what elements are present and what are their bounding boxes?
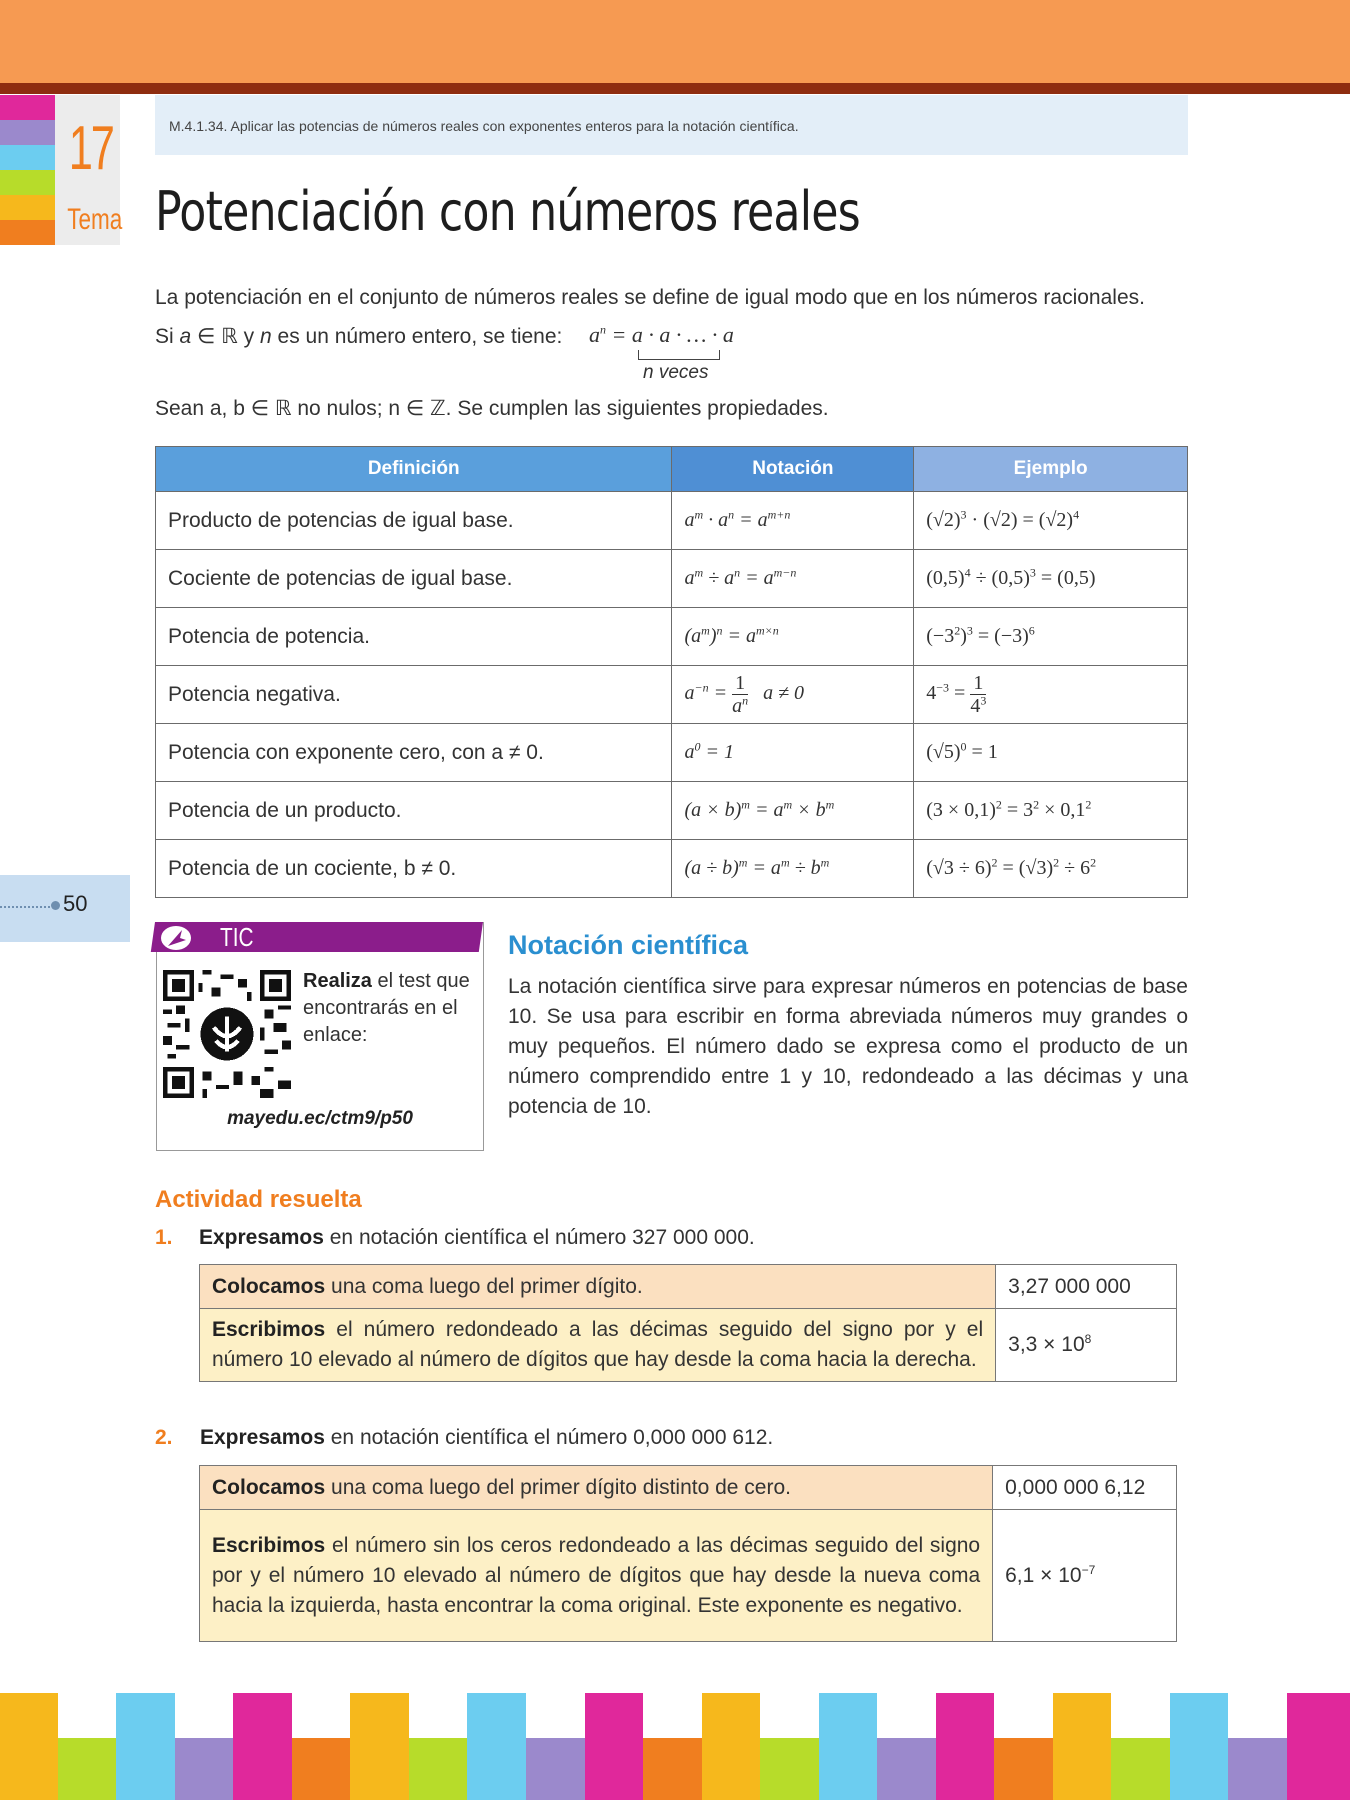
exercise-statement: Expresamos en notación científica el número 0,000 000 612. bbox=[200, 1426, 774, 1449]
page-dots bbox=[0, 906, 54, 908]
section-title-notacion: Notación científica bbox=[508, 930, 749, 960]
header-definicion: Definición bbox=[156, 447, 672, 492]
top-orange-banner bbox=[0, 0, 1350, 83]
row-example: $(√2)^3 \cdot (√2) = (√2)^4$ bbox=[914, 492, 1188, 550]
notacion-paragraph: La notación científica sirve para expresar números en potencias de base 10. Se usa para escribir en forma abreviada números muy grandes o muy pequeños. El número dado se expresa como el producto de un número comprendido entre 1 y 10, redondeado a las décimas y una potencia de 10. bbox=[508, 975, 1188, 1118]
exercise-2-steps bbox=[199, 1465, 1177, 1642]
tic-header bbox=[151, 922, 483, 952]
table-row bbox=[200, 1466, 1177, 1510]
step-result: $3,3 \times 10^8$ bbox=[996, 1309, 1177, 1382]
underbrace bbox=[638, 350, 720, 360]
row-example: $(0,5)^4 \div (0,5)^3 = (0,5)$ bbox=[914, 550, 1188, 608]
row-definition: Potencia de un producto. bbox=[156, 782, 672, 840]
row-notation: $a^{-n}$ = $\frac{1}{a^n}$ a ≠ 0 bbox=[672, 666, 914, 724]
step-text: Colocamos una coma luego del primer dígito distinto de cero. bbox=[200, 1466, 993, 1510]
exercise-number: 2. bbox=[155, 1426, 173, 1449]
exercise-number: 1. bbox=[155, 1226, 173, 1249]
row-definition: Potencia negativa. bbox=[156, 666, 672, 724]
step-text: Escribimos el número redondeado a las décimas seguido del signo por y el número 10 elevado al número de dígitos que hay desde la coma hacia la derecha. bbox=[200, 1309, 996, 1382]
step-result: 3,27 000 000 bbox=[996, 1265, 1177, 1309]
step-text: Escribimos el número sin los ceros redondeado a las décimas seguido del signo por y el número 10 elevado al número de dígitos que hay desde la nueva coma hacia la izquierda, hasta encontrar la coma original. Este exponente es negativo. bbox=[200, 1510, 993, 1642]
table-row bbox=[156, 724, 1188, 782]
tic-title: TIC bbox=[220, 922, 254, 952]
skill-banner: M.4.1.34. Aplicar las potencias de números reales con exponentes enteros para la notación científica. bbox=[155, 95, 1188, 155]
table-row bbox=[200, 1309, 1177, 1382]
row-example: $(-3^2)^3 = (-3)^6$ bbox=[914, 608, 1188, 666]
row-notation: $a^0 = 1$ bbox=[672, 724, 914, 782]
row-example: $(√5)^0 = 1$ bbox=[914, 724, 1188, 782]
actividad-title: Actividad resuelta bbox=[155, 1186, 362, 1213]
tema-number: 17 bbox=[68, 114, 113, 183]
row-example: $(√3 \div 6)^2 = (√3)^2 \div 6^2$ bbox=[914, 840, 1188, 898]
step-result: $6,1 \times 10^{-7}$ bbox=[993, 1510, 1177, 1642]
table-row bbox=[156, 840, 1188, 898]
table-row bbox=[156, 782, 1188, 840]
row-definition: Potencia de potencia. bbox=[156, 608, 672, 666]
row-definition: Cociente de potencias de igual base. bbox=[156, 550, 672, 608]
row-example: $(3 \times 0,1)^2 = 3^2 \times 0,1^2$ bbox=[914, 782, 1188, 840]
header-notacion: Notación bbox=[672, 447, 914, 492]
top-dark-stripe bbox=[0, 83, 1350, 94]
page-number: 50 bbox=[63, 891, 88, 916]
exercise-statement: Expresamos en notación científica el número 327 000 000. bbox=[199, 1226, 755, 1249]
page-dot bbox=[51, 901, 60, 910]
intro-line-2: Si a ∈ ℝ y n es un número entero, se tiene: bbox=[155, 325, 563, 348]
footer-color-blocks bbox=[0, 1693, 1350, 1800]
tic-text: Realiza el test que encontrarás en el enlace: bbox=[303, 970, 470, 1046]
power-definition-formula: $a^n = a \cdot a$ · … · a bbox=[589, 322, 734, 347]
step-text: Colocamos una coma luego del primer dígito. bbox=[200, 1265, 996, 1309]
table-row bbox=[156, 666, 1188, 724]
table-row bbox=[156, 608, 1188, 666]
underbrace-label: n veces bbox=[643, 362, 709, 383]
table-row bbox=[200, 1265, 1177, 1309]
row-notation: $(a^m)^n = a^{m\times n}$ bbox=[672, 608, 914, 666]
step-result: 0,000 000 6,12 bbox=[993, 1466, 1177, 1510]
exercise-1-steps bbox=[199, 1264, 1177, 1382]
header-ejemplo: Ejemplo bbox=[914, 447, 1188, 492]
row-definition: Potencia con exponente cero, con a ≠ 0. bbox=[156, 724, 672, 782]
row-notation: $(a \div b)^m = a^m \div b^m$ bbox=[672, 840, 914, 898]
page-title: Potenciación con números reales bbox=[155, 180, 860, 243]
qr-code-icon[interactable] bbox=[163, 970, 291, 1098]
properties-table bbox=[155, 446, 1188, 898]
color-stripes bbox=[0, 95, 55, 245]
intro-line-3: Sean a, b ∈ ℝ no nulos; n ∈ ℤ. Se cumplen las siguientes propiedades. bbox=[155, 397, 829, 420]
row-definition: Potencia de un cociente, b ≠ 0. bbox=[156, 840, 672, 898]
row-notation: $a^m \cdot a^n = a^{m+n}$ bbox=[672, 492, 914, 550]
table-row bbox=[156, 550, 1188, 608]
table-row bbox=[156, 492, 1188, 550]
tic-link[interactable]: mayedu.ec/ctm9/p50 bbox=[227, 1108, 413, 1129]
table-row bbox=[200, 1510, 1177, 1642]
row-notation: $(a \times b)^m = a^m \times b^m$ bbox=[672, 782, 914, 840]
intro-line-1: La potenciación en el conjunto de números reales se define de igual modo que en los números racionales. bbox=[155, 286, 1145, 309]
row-definition: Producto de potencias de igual base. bbox=[156, 492, 672, 550]
tema-label: Tema bbox=[67, 203, 123, 236]
row-example: $4^{-3}$ = $\frac{1}{4^3}$ bbox=[914, 666, 1188, 724]
cursor-arrow-icon bbox=[160, 924, 194, 952]
row-notation: $a^m \div a^n = a^{m-n}$ bbox=[672, 550, 914, 608]
